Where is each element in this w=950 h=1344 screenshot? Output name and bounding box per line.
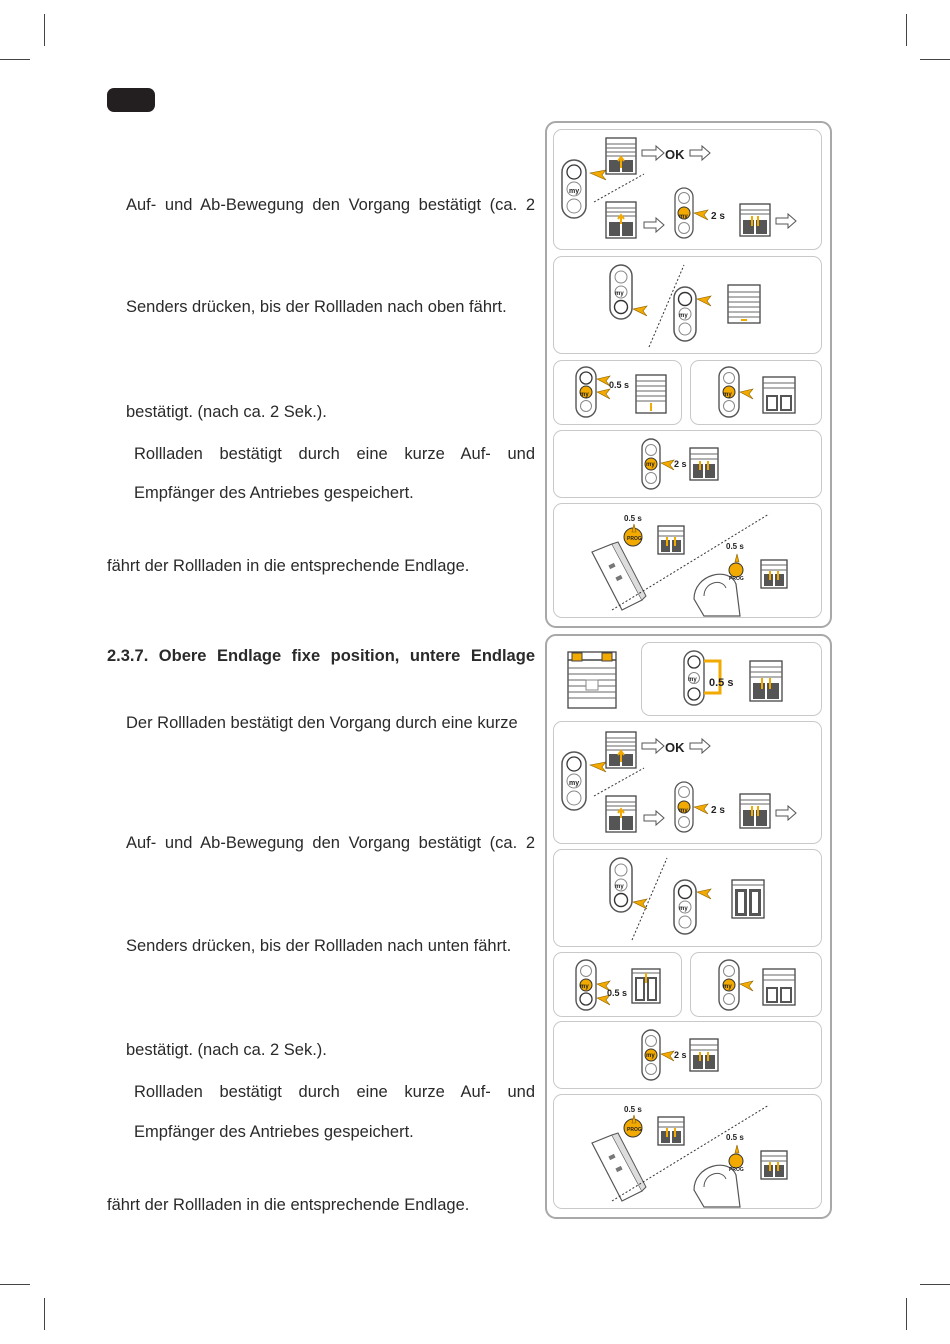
remote-icon [675,188,693,238]
duration-label: 2 s [711,805,725,816]
separator-line [632,858,667,940]
shutter-icon [606,732,636,768]
shutter-icon [690,1039,718,1071]
press-arrow-icon [661,460,674,470]
step-box [553,129,822,250]
crop-mark [920,59,950,60]
step-box [553,721,822,844]
step-box [553,1021,822,1089]
crop-mark [44,1298,45,1330]
shutter-icon [750,661,782,701]
arrow-right-icon [644,811,664,825]
step-box [641,642,822,716]
step-box [553,1094,822,1209]
shutter-icon [606,202,636,238]
shutter-icon [761,1151,787,1179]
duration-label: 0.5 s [624,514,642,523]
my-label: my [615,884,624,890]
shutter-endlimit-icon [562,648,622,712]
text-line: Empfänger des Antriebes gespeichert. [134,484,414,502]
press-arrow-icon [694,210,708,220]
crop-mark [906,1298,907,1330]
my-label: my [580,392,589,398]
press-arrow-icon [633,306,647,316]
my-label: my [569,780,580,787]
duration-label: 2 s [674,1050,687,1060]
text-line: Empfänger des Antriebes gespeichert. [134,1123,414,1141]
text-line: Senders drücken, bis der Rollladen nach oben fährt. [126,298,507,316]
press-arrow-icon [694,804,708,814]
step-box [553,503,822,618]
my-label: my [688,677,697,683]
shutter-icon [632,969,660,1003]
shutter-icon [740,794,770,828]
arrow-right-icon [644,218,664,232]
my-label: my [723,392,732,398]
text-line: Auf- und Ab-Bewegung den Vorgang bestätigt (ca. 2 [126,196,535,214]
text-line: Senders drücken, bis der Rollladen nach unten fährt. [126,937,512,955]
press-arrow-icon [597,389,610,399]
press-arrow-icon [590,170,606,180]
duration-label: 0.5 s [709,677,734,689]
step-box [553,360,682,425]
remote-icon [675,782,693,832]
shutter-icon [690,448,718,480]
text-line: Der Rollladen bestätigt den Vorgang durch eine kurze [126,714,518,732]
text-line: bestätigt. (nach ca. 2 Sek.). [126,403,327,421]
shutter-icon [728,285,760,323]
duration-label: 0.5 s [726,1133,744,1142]
prog-label: PROG [729,576,744,582]
my-label: my [615,291,624,297]
press-arrow-icon [590,762,606,772]
text-line: bestätigt. (nach ca. 2 Sek.). [126,1041,327,1059]
duration-label: 2 s [674,459,687,469]
text-line: Rollladen bestätigt durch eine kurze Auf- und [134,445,535,463]
motor-receiver-icon [592,1133,646,1201]
my-label: my [679,313,688,319]
press-arrow-icon [633,899,647,909]
step-box [553,256,822,354]
shutter-icon [740,204,770,236]
shutter-icon [763,377,795,413]
shutter-icon [636,375,666,413]
text-line: fährt der Rollladen in die entsprechende Endlage. [107,557,470,575]
duration-label: 0.5 s [607,988,628,998]
arrow-right-icon [690,739,710,753]
crop-mark [920,1284,950,1285]
crop-mark [44,14,45,46]
my-label: my [679,808,688,814]
my-label: my [569,188,580,195]
motor-receiver-icon [592,542,646,610]
press-arrow-icon [740,389,753,399]
step-box [553,952,682,1017]
ok-label: OK [665,147,685,162]
prog-label: PROG [627,536,642,542]
arrow-right-icon [776,806,796,820]
duration-label: 0.5 s [609,380,630,390]
arrow-right-icon [690,146,710,160]
arrow-right-icon [642,146,664,160]
my-label: my [679,214,688,220]
step-box [690,360,822,425]
press-arrow-icon [697,889,711,899]
section-heading: 2.3.7. Obere Endlage fixe position, untere Endlage [107,647,535,665]
step-box [690,952,822,1017]
my-label: my [580,984,589,990]
shutter-icon [658,526,684,554]
press-arrow-icon [697,296,711,306]
arrow-right-icon [776,214,796,228]
text-line: Rollladen bestätigt durch eine kurze Auf- und [134,1083,535,1101]
duration-label: 0.5 s [726,542,744,551]
step-box [553,430,822,498]
shutter-icon [606,796,636,832]
language-badge [107,88,155,112]
press-arrow-icon [735,554,739,562]
shutter-icon [606,138,636,174]
arrow-right-icon [642,739,664,753]
crop-mark [906,14,907,46]
prog-button-icon [729,563,743,577]
press-arrow-icon [661,1051,674,1061]
shutter-icon [761,560,787,588]
step-box [553,849,822,947]
my-label: my [646,462,655,468]
prog-label: PROG [729,1167,744,1173]
crop-mark [0,59,30,60]
duration-label: 2 s [711,211,725,222]
press-arrow-icon [740,981,753,991]
text-line: fährt der Rollladen in die entsprechende Endlage. [107,1196,470,1214]
separator-line [594,768,644,796]
ok-label: OK [665,740,685,755]
duration-label: 0.5 s [624,1105,642,1114]
my-label: my [646,1053,655,1059]
shutter-icon [658,1117,684,1145]
text-line: Auf- und Ab-Bewegung den Vorgang bestätigt (ca. 2 [126,834,535,852]
shutter-icon [763,969,795,1005]
my-label: my [723,984,732,990]
prog-label: PROG [627,1127,642,1133]
crop-mark [0,1284,30,1285]
press-arrow-icon [735,1145,739,1153]
my-label: my [679,906,688,912]
prog-button-icon [729,1154,743,1168]
shutter-icon [732,880,764,918]
